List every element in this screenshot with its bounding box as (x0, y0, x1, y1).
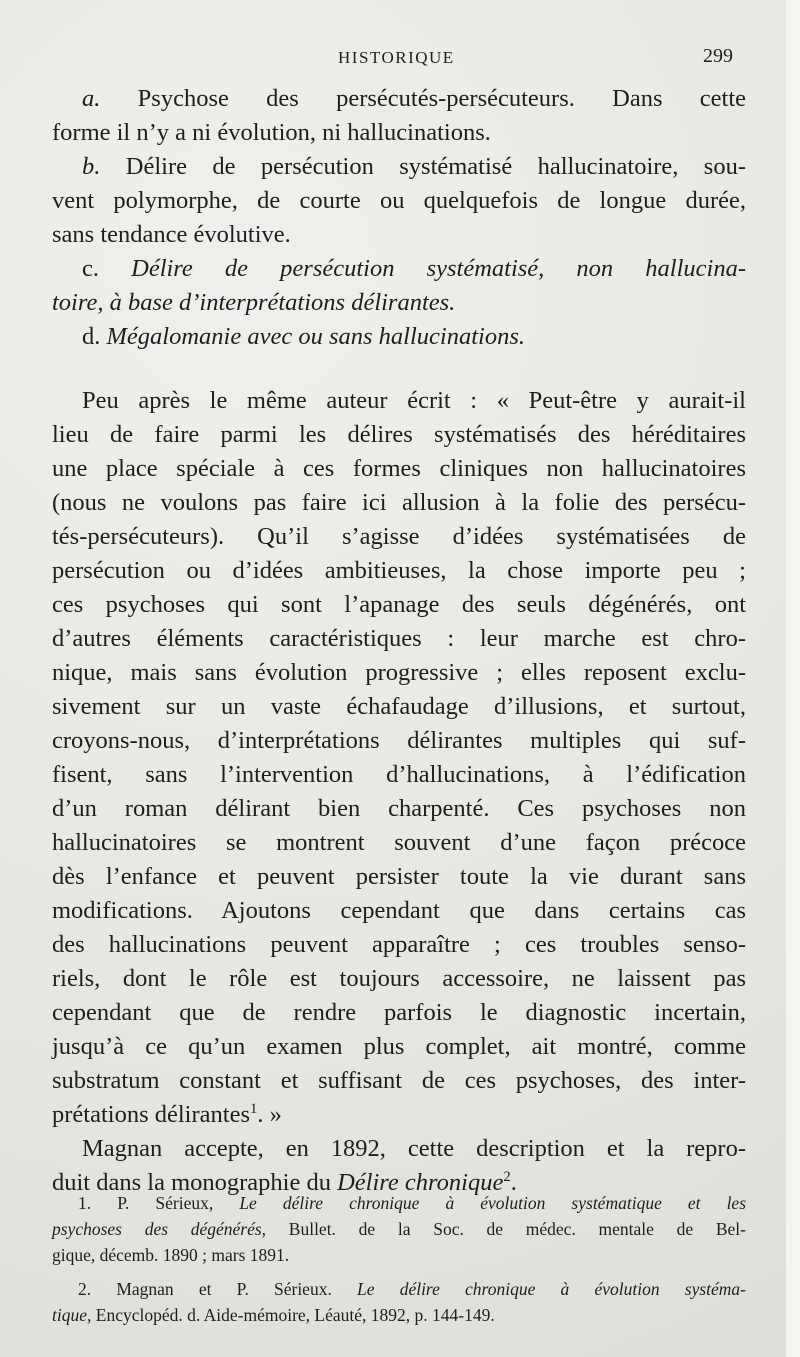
paragraph-last-line: prétations délirantes$^1$. » (52, 1100, 282, 1128)
paragraph-line: substratum constant et suffisant de ces psychoses, des inter- (52, 1067, 746, 1094)
list-item-c-line-2: toire, à base d’interprétations délirantes. (52, 289, 456, 316)
list-item-b-line-3: sans tendance évolutive. (52, 221, 291, 248)
paragraph-line: fisent, sans l’intervention d’hallucinations, à l’édification (52, 761, 746, 788)
section-gap (52, 354, 746, 384)
footnote-ref-1[interactable]: 1 (249, 1100, 258, 1117)
footnote-1-line-1: 1. P. Sérieux, Le délire chronique à évolution systématique et les (78, 1193, 747, 1213)
paragraph-line: croyons-nous, d’interprétations délirantes multiples qui suf- (52, 727, 746, 754)
footnote-1-line-3: gique, décemb. 1890 ; mars 1891. (52, 1245, 290, 1265)
paragraph-line: nique, mais sans évolution progressive ; elles reposent exclu- (52, 659, 746, 686)
page-header (0, 44, 800, 74)
paragraph-line: persécution ou d’idées ambitieuses, la chose importe peu ; (52, 557, 746, 584)
paragraph-line: cependant que de rendre parfois le diagnostic incertain, (52, 999, 746, 1026)
list-marker-b: b. (82, 153, 101, 180)
list-item-d-line-1: d. Mégalomanie avec ou sans hallucinations. (82, 323, 525, 350)
running-title: HISTORIQUE (338, 48, 455, 67)
paragraph-line: lieu de faire parmi les délires systématisés des héréditaires (52, 421, 746, 448)
paragraph-line: tés-persécuteurs). Qu’il s’agisse d’idées systématisées de (52, 523, 746, 550)
footnote-2-line-1: 2. Magnan et P. Sérieux. Le délire chronique à évolution systéma- (78, 1279, 746, 1299)
list-item-a-line-2: forme il n’y a ni évolution, ni hallucinations. (52, 119, 491, 146)
list-marker-d: d. (82, 323, 101, 350)
paragraph-line: Peu après le même auteur écrit : « Peut-être y aurait-il (82, 387, 746, 414)
paragraph-line: d’autres éléments caractéristiques : leur marche est chro- (52, 625, 746, 652)
paragraph-line: une place spéciale à ces formes cliniques non hallucinatoires (52, 455, 746, 482)
list-item-a-line-1: a. Psychose des persécutés-persécuteurs. Dans cette (82, 85, 747, 112)
book-title: Délire chronique (337, 1169, 504, 1196)
paragraph-line: (nous ne voulons pas faire ici allusion à la folie des persécu- (52, 489, 746, 516)
paragraph-line: ces psychoses qui sont l’apanage des seuls dégénérés, ont (52, 591, 746, 618)
footnote-1-line-2: psychoses des dégénérés, Bullet. de la Soc. de médec. mentale de Bel- (52, 1219, 746, 1239)
list-marker-c: c. (82, 255, 99, 282)
paragraph-line: modifications. Ajoutons cependant que dans certains cas (52, 897, 746, 924)
paragraph-line: d’un roman délirant bien charpenté. Ces psychoses non (52, 795, 746, 822)
paragraph-line: dès l’enfance et peuvent persister toute la vie durant sans (52, 863, 746, 890)
paragraph-line: des hallucinations peuvent apparaître ; ces troubles senso- (52, 931, 746, 958)
page-number: 299 (703, 45, 733, 67)
paragraph-last-line: duit dans la monographie du Délire chronique$^2$. (52, 1168, 517, 1196)
footnotes (52, 1190, 746, 1328)
footnote-2-line-2: tique, Encyclopéd. d. Aide-mémoire, Léauté, 1892, p. 144-149. (52, 1305, 495, 1325)
footnote-gap (52, 1268, 746, 1276)
paragraph-quote (52, 384, 746, 1132)
paragraph-line: sivement sur un vaste échafaudage d’illusions, et surtout, (52, 693, 746, 720)
paragraph-line: riels, dont le rôle est toujours accessoire, ne laissent pas (52, 965, 746, 992)
list-item-b-line-1: b. Délire de persécution systématisé hallucinatoire, sou- (82, 153, 747, 180)
footnote-ref-2[interactable]: 2 (503, 1168, 511, 1185)
paragraph-line: jusqu’à ce qu’un examen plus complet, ait montré, comme (52, 1033, 746, 1060)
list-item-c-line-1: c. Délire de persécution systématisé, non hallucina- (82, 255, 747, 282)
list-item-b-line-2: vent polymorphe, de courte ou quelquefois de longue durée, (52, 187, 746, 214)
list-marker-a: a. (82, 85, 101, 112)
page-edge (786, 0, 800, 1357)
paragraph-line: hallucinatoires se montrent souvent d’une façon précoce (52, 829, 746, 856)
paragraph-line: Magnan accepte, en 1892, cette description et la repro- (82, 1135, 746, 1162)
body-text (52, 82, 746, 1200)
